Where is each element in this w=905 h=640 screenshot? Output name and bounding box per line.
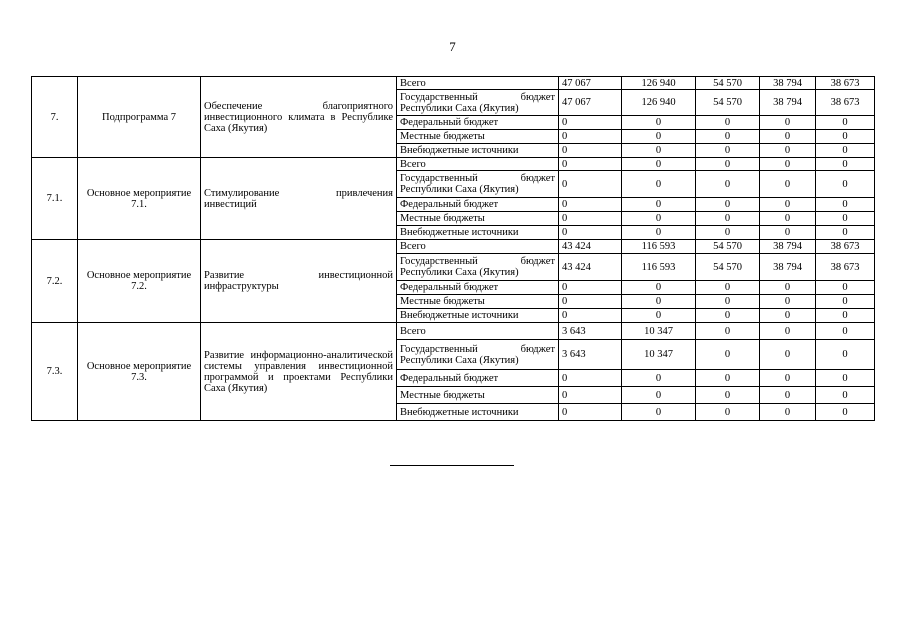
amount-cell: 0 <box>760 158 816 171</box>
amount-cell: 0 <box>816 309 875 323</box>
amount-cell: 0 <box>559 130 622 144</box>
amount-cell: 3 643 <box>559 340 622 370</box>
amount-cell: 0 <box>696 158 760 171</box>
amount-cell: 0 <box>559 404 622 421</box>
amount-cell: 0 <box>760 387 816 404</box>
amount-cell: 0 <box>559 158 622 171</box>
amount-cell: 0 <box>696 130 760 144</box>
amount-cell: 0 <box>696 323 760 340</box>
amount-cell: 0 <box>816 198 875 212</box>
amount-cell: 38 673 <box>816 77 875 90</box>
funding-source: Всего <box>397 77 559 90</box>
amount-cell: 0 <box>760 198 816 212</box>
amount-cell: 0 <box>559 226 622 240</box>
funding-source: Внебюджетные источники <box>397 226 559 240</box>
amount-cell: 43 424 <box>559 240 622 254</box>
funding-source: Федеральный бюджет <box>397 370 559 387</box>
amount-cell: 0 <box>760 404 816 421</box>
section-name: Основное мероприятие 7.3. <box>78 323 201 421</box>
amount-cell: 0 <box>622 309 696 323</box>
funding-source: Местные бюджеты <box>397 387 559 404</box>
amount-cell: 0 <box>559 295 622 309</box>
amount-cell: 0 <box>816 144 875 158</box>
section-name: Основное мероприятие 7.2. <box>78 240 201 323</box>
amount-cell: 10 347 <box>622 323 696 340</box>
amount-cell: 0 <box>622 387 696 404</box>
amount-cell: 0 <box>559 387 622 404</box>
section-description <box>201 77 397 158</box>
section-number: 7.2. <box>32 240 78 323</box>
footnote-divider <box>390 465 514 466</box>
amount-cell: 126 940 <box>622 77 696 90</box>
amount-cell: 54 570 <box>696 90 760 116</box>
amount-cell: 0 <box>760 226 816 240</box>
amount-cell: 0 <box>696 171 760 198</box>
amount-cell: 0 <box>816 281 875 295</box>
section-number: 7. <box>32 77 78 158</box>
amount-cell: 0 <box>816 130 875 144</box>
amount-cell: 38 673 <box>816 90 875 116</box>
amount-cell: 0 <box>696 370 760 387</box>
amount-cell: 38 794 <box>760 240 816 254</box>
section-description <box>201 158 397 240</box>
table-row <box>32 77 875 90</box>
amount-cell: 0 <box>622 404 696 421</box>
funding-source: Внебюджетные источники <box>397 404 559 421</box>
funding-source: Государственный бюджет Республики Саха (Якутия) <box>397 254 559 281</box>
funding-source: Местные бюджеты <box>397 295 559 309</box>
amount-cell: 38 794 <box>760 254 816 281</box>
amount-cell: 0 <box>760 281 816 295</box>
amount-cell: 47 067 <box>559 77 622 90</box>
amount-cell: 38 673 <box>816 240 875 254</box>
amount-cell: 0 <box>622 281 696 295</box>
amount-cell: 54 570 <box>696 240 760 254</box>
section-description-text: Стимулирование привлечения инвестиций <box>204 187 393 210</box>
amount-cell: 10 347 <box>622 340 696 370</box>
page-number: 7 <box>449 39 456 54</box>
amount-cell: 0 <box>622 370 696 387</box>
table-row <box>32 158 875 171</box>
section-description <box>201 240 397 323</box>
amount-cell: 0 <box>760 309 816 323</box>
amount-cell: 0 <box>622 116 696 130</box>
amount-cell: 0 <box>816 212 875 226</box>
amount-cell: 0 <box>696 404 760 421</box>
amount-cell: 54 570 <box>696 254 760 281</box>
amount-cell: 38 794 <box>760 90 816 116</box>
amount-cell: 0 <box>760 323 816 340</box>
amount-cell: 0 <box>696 116 760 130</box>
amount-cell: 0 <box>760 171 816 198</box>
amount-cell: 0 <box>559 198 622 212</box>
amount-cell: 0 <box>622 144 696 158</box>
funding-source: Внебюджетные источники <box>397 144 559 158</box>
funding-source: Федеральный бюджет <box>397 198 559 212</box>
section-description-text: Развитие информационно-аналитической системы управления инвестиционной программой и проектами Республики Саха (Якутия) <box>204 349 393 394</box>
amount-cell: 0 <box>760 116 816 130</box>
amount-cell: 0 <box>760 130 816 144</box>
amount-cell: 0 <box>696 226 760 240</box>
table-row <box>32 240 875 254</box>
amount-cell: 0 <box>816 158 875 171</box>
amount-cell: 0 <box>816 295 875 309</box>
amount-cell: 0 <box>696 309 760 323</box>
funding-source: Всего <box>397 240 559 254</box>
amount-cell: 47 067 <box>559 90 622 116</box>
amount-cell: 0 <box>696 295 760 309</box>
amount-cell: 116 593 <box>622 254 696 281</box>
amount-cell: 0 <box>816 340 875 370</box>
amount-cell: 0 <box>816 171 875 198</box>
amount-cell: 0 <box>760 370 816 387</box>
amount-cell: 0 <box>559 309 622 323</box>
section-name: Подпрограмма 7 <box>78 77 201 158</box>
amount-cell: 0 <box>622 212 696 226</box>
amount-cell: 0 <box>696 340 760 370</box>
amount-cell: 126 940 <box>622 90 696 116</box>
amount-cell: 0 <box>559 212 622 226</box>
section-description-text: Развитие инвестиционной инфраструктуры <box>204 270 393 292</box>
amount-cell: 0 <box>696 144 760 158</box>
amount-cell: 0 <box>760 340 816 370</box>
section-number: 7.1. <box>32 158 78 240</box>
funding-source: Местные бюджеты <box>397 212 559 226</box>
amount-cell: 0 <box>622 198 696 212</box>
amount-cell: 0 <box>696 198 760 212</box>
amount-cell: 0 <box>760 212 816 226</box>
table-body <box>32 77 875 421</box>
amount-cell: 0 <box>622 130 696 144</box>
funding-source: Всего <box>397 323 559 340</box>
amount-cell: 116 593 <box>622 240 696 254</box>
amount-cell: 43 424 <box>559 254 622 281</box>
amount-cell: 3 643 <box>559 323 622 340</box>
amount-cell: 0 <box>816 323 875 340</box>
amount-cell: 0 <box>696 281 760 295</box>
budget-table <box>31 76 875 421</box>
funding-source: Государственный бюджет Республики Саха (Якутия) <box>397 90 559 116</box>
amount-cell: 0 <box>622 171 696 198</box>
amount-cell: 0 <box>816 116 875 130</box>
amount-cell: 0 <box>559 370 622 387</box>
funding-source: Государственный бюджет Республики Саха (Якутия) <box>397 171 559 198</box>
amount-cell: 0 <box>622 295 696 309</box>
section-number: 7.3. <box>32 323 78 421</box>
funding-source: Государственный бюджет Республики Саха (Якутия) <box>397 340 559 370</box>
section-description-text: Обеспечение благоприятного инвестиционного климата в Республике Саха (Якутия) <box>204 100 393 134</box>
amount-cell: 0 <box>696 387 760 404</box>
funding-source: Федеральный бюджет <box>397 116 559 130</box>
amount-cell: 54 570 <box>696 77 760 90</box>
amount-cell: 38 673 <box>816 254 875 281</box>
amount-cell: 0 <box>622 158 696 171</box>
amount-cell: 0 <box>760 144 816 158</box>
funding-source: Местные бюджеты <box>397 130 559 144</box>
funding-source: Федеральный бюджет <box>397 281 559 295</box>
amount-cell: 0 <box>559 116 622 130</box>
amount-cell: 0 <box>816 370 875 387</box>
amount-cell: 38 794 <box>760 77 816 90</box>
amount-cell: 0 <box>816 387 875 404</box>
amount-cell: 0 <box>816 226 875 240</box>
section-description <box>201 323 397 421</box>
funding-source: Всего <box>397 158 559 171</box>
amount-cell: 0 <box>816 404 875 421</box>
amount-cell: 0 <box>559 144 622 158</box>
section-name: Основное мероприятие 7.1. <box>78 158 201 240</box>
amount-cell: 0 <box>622 226 696 240</box>
amount-cell: 0 <box>696 212 760 226</box>
amount-cell: 0 <box>559 171 622 198</box>
amount-cell: 0 <box>559 281 622 295</box>
funding-source: Внебюджетные источники <box>397 309 559 323</box>
amount-cell: 0 <box>760 295 816 309</box>
table-row <box>32 323 875 340</box>
